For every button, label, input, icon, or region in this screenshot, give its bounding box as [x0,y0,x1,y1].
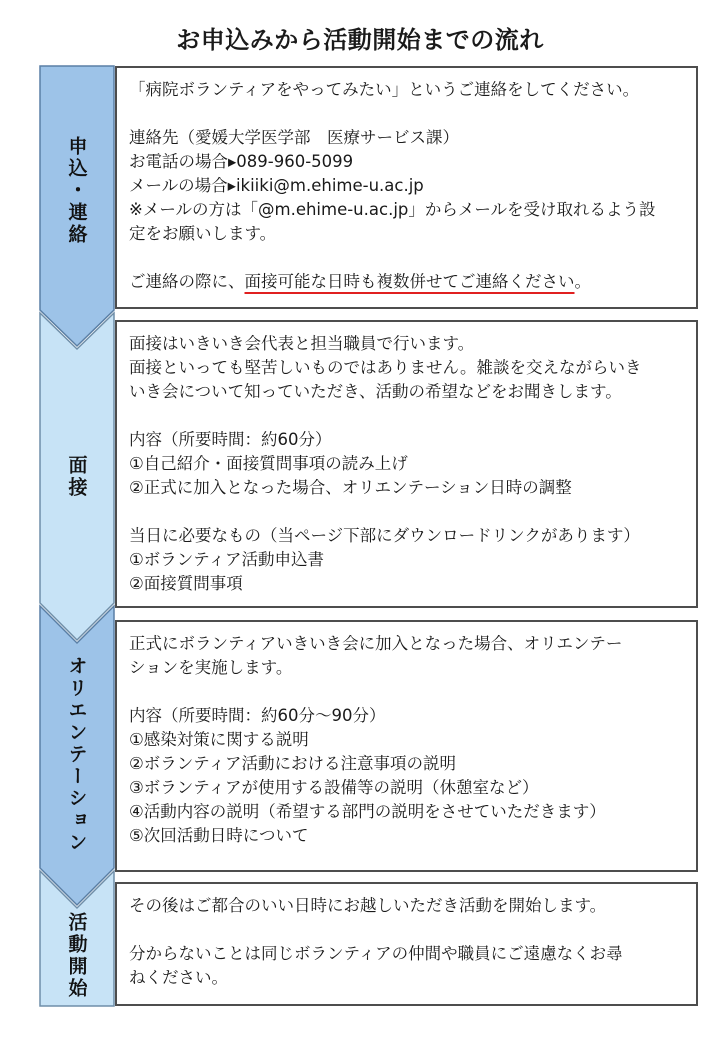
text-line: 面接といっても堅苦しいものではありません。雑談を交えながらいき [129,358,642,377]
text-line: 内容（所要時間：約60分～90分） [129,706,386,725]
contact-note [129,270,686,294]
text-line: ①自己紹介・面接質問事項の読み上げ [129,454,408,473]
step-4-label-text: 活動開始 [65,911,88,1000]
step-1-label [40,96,114,286]
text-line: 面接はいきいき会代表と担当職員で行います。 [129,334,475,353]
text-line: 内容（所要時間：約60分） [129,430,332,449]
email-contact[interactable]: メールの場合▸ikiiki@m.ehime-u.ac.jp [129,176,424,195]
text-line: ①感染対策に関する説明 [129,730,309,749]
step-4-label [40,908,114,1003]
step-2-label-text: 面接 [65,455,88,499]
step-3-description-box [115,620,698,872]
step-3-label-text: オリエンテーション [65,656,88,854]
text-line: ※メールの方は「@m.ehime-u.ac.jp」からメールを受け取れるよう設 [129,200,656,219]
step-2-label [40,372,114,582]
step-3-label [40,640,114,870]
text-line: ねください。 [129,968,228,987]
text-line: ①ボランティア活動申込書 [129,550,324,569]
step-1-description-box [115,66,698,309]
text-line: いき会について知っていただき、活動の希望などをお聞きします。 [129,382,622,401]
text-line: その後はご都合のいい日時にお越しいただき活動を開始します。 [129,896,607,915]
page-title: お申込みから活動開始までの流れ [176,26,544,54]
text-line: 「病院ボランティアをやってみたい」というご連絡をしてください。 [129,80,640,99]
contact-note-suffix: 。 [574,272,591,291]
text-line: ⑤次回活動日時について [129,826,309,845]
contact-heading: 連絡先（愛媛大学医学部 医療サービス課） [129,128,459,147]
text-line: ②正式に加入となった場合、オリエンテーション日時の調整 [129,478,572,497]
text-line: 正式にボランティアいきいき会に加入となった場合、オリエンテー [129,634,623,653]
step-1-label-text: 申込・連絡 [65,136,88,246]
contact-note-prefix: ご連絡の際に、 [129,272,245,291]
step-4-description-box [115,882,698,1006]
step-2-description-box [115,320,698,608]
text-line: ③ボランティアが使用する設備等の説明（休憩室など） [129,778,539,797]
text-line: 当日に必要なもの（当ページ下部にダウンロードリンクがあります） [129,526,640,545]
text-line: ションを実施します。 [129,658,293,677]
highlighted-note: 面接可能な日時も複数併せてご連絡ください [244,272,575,291]
text-line: ②面接質問事項 [129,574,243,593]
text-line: 定をお願いします。 [129,224,277,243]
text-line: ②ボランティア活動における注意事項の説明 [129,754,456,773]
text-line: ④活動内容の説明（希望する部門の説明をさせていただきます） [129,802,606,821]
phone-contact[interactable]: お電話の場合▸089-960-5099 [129,152,354,171]
text-line: 分からないことは同じボランティアの仲間や職員にご遠慮なくお尋 [129,944,623,963]
